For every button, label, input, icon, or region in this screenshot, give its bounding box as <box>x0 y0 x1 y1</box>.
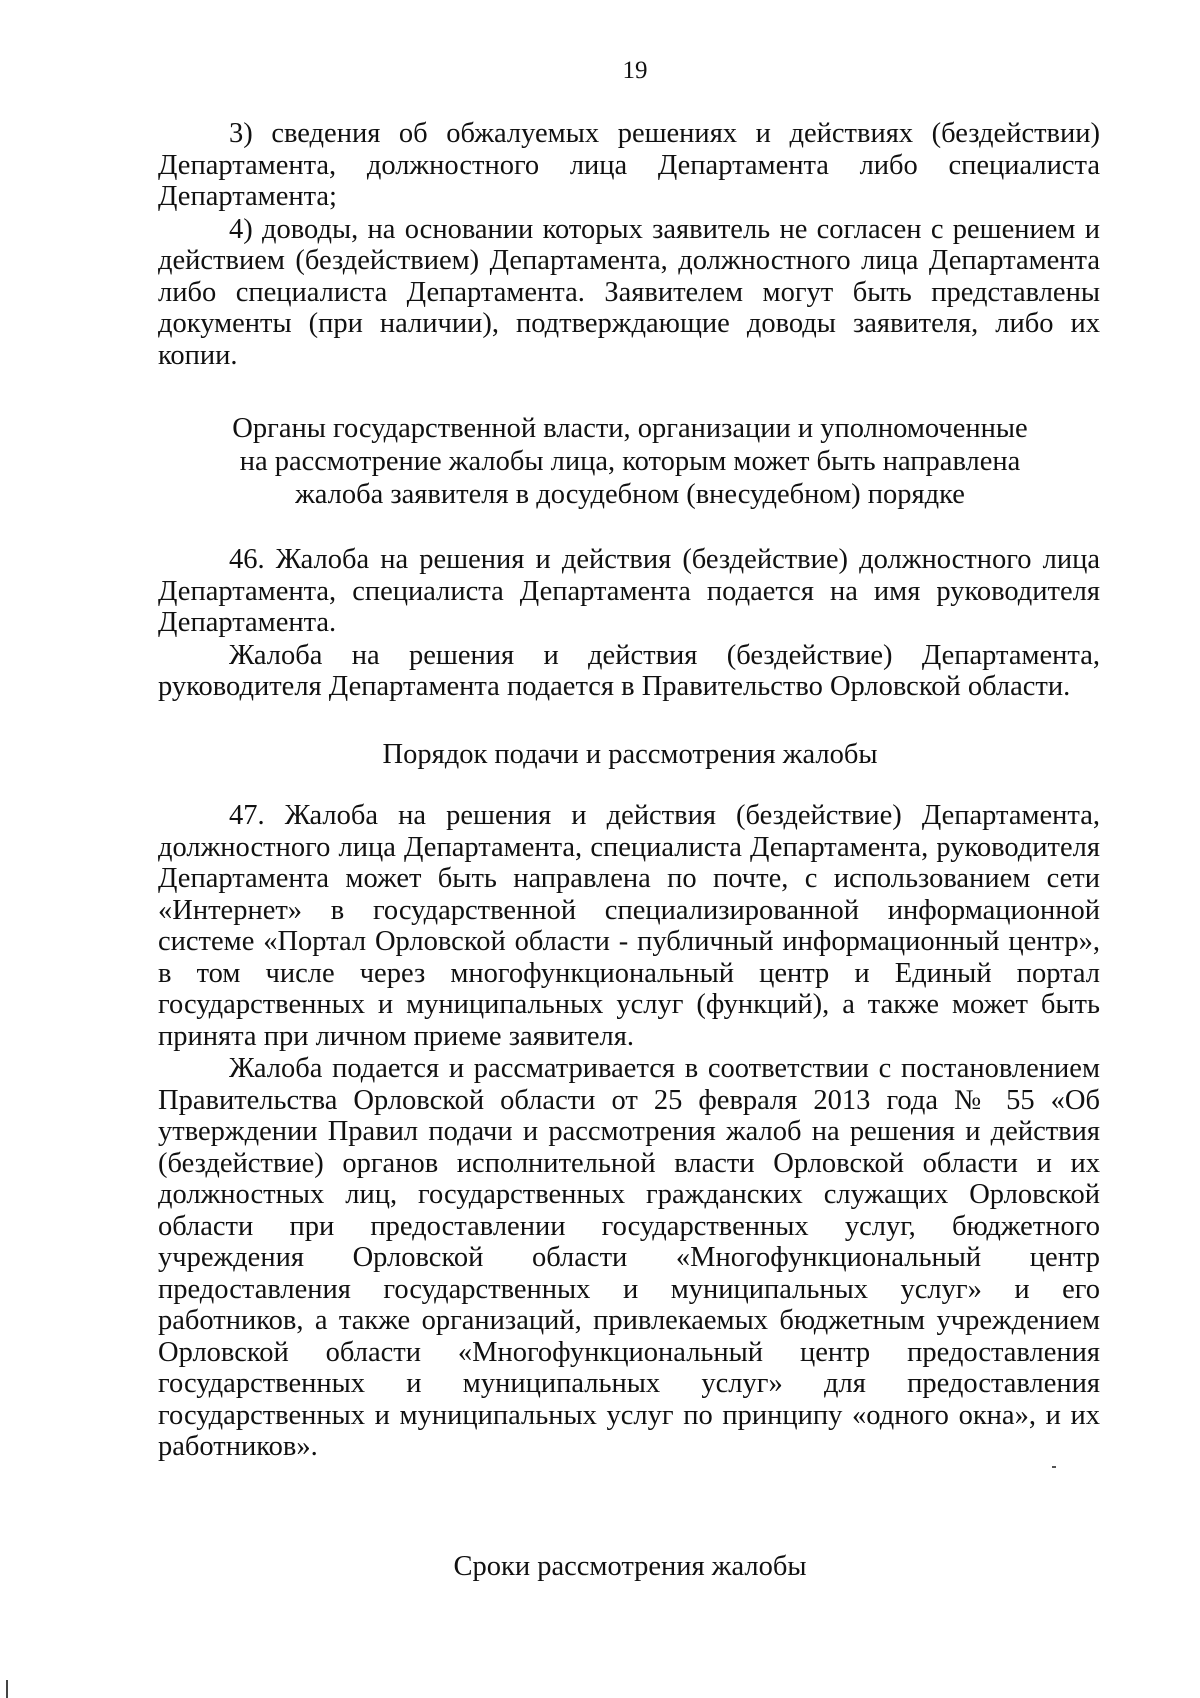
section-heading-line: на рассмотрение жалобы лица, которым может быть направлена <box>239 446 1021 477</box>
paragraph-item-3: 3) сведения об обжалуемых решениях и действиях (бездействии) Департамента, должностного лица Департамента либо специалиста Департамента; <box>158 118 1100 212</box>
page-number: 19 <box>622 57 648 84</box>
paragraph-item-4: 4) доводы, на основании которых заявитель не согласен с решением и действием (бездействием) Департамента, должностного лица Департамента либо специалиста Департамента. Заявителем могут быть представлены документы (при наличии), подтверждающие доводы заявителя, либо их копии. <box>158 213 1100 371</box>
paragraph-group-46 <box>158 544 1100 704</box>
section-heading-terms <box>0 1550 1200 1583</box>
section-heading-line: Порядок подачи и рассмотрения жалобы <box>382 739 878 770</box>
section-heading-organs <box>0 412 1200 511</box>
paragraph-group-47 <box>158 800 1100 1464</box>
paragraph-46: 46. Жалоба на решения и действия (бездействие) должностного лица Департамента, специалиста Департамента подается на имя руководителя Департамента. <box>158 544 1100 638</box>
section-heading-line: Сроки рассмотрения жалобы <box>453 1551 807 1582</box>
section-heading-procedure <box>0 738 1200 771</box>
paragraph-47-continued: Жалоба подается и рассматривается в соответствии с постановлением Правительства Орловской области от 25 февраля 2013 года № 55 «Об утверждении Правил подачи и рассмотрения жалоб на решения и действия (бездействие) органов исполнительной власти Орловской области и их должностных лиц, государственных гражданских служащих Орловской области при предоставлении государственных услуг, бюджетного учреждения Орловской области «Многофункциональный центр предоставления государственных и муниципальных услуг» и его работников, а также организаций, привлекаемых бюджетным учреждением Орловской области «Многофункциональный центр предоставления государственных и муниципальных услуг» для предоставления государственных и муниципальных услуг по принципу «одного окна», и их работников». <box>158 1053 1100 1462</box>
scan-artifact <box>1052 1466 1056 1468</box>
section-heading-line: Органы государственной власти, организации и уполномоченные <box>232 413 1028 444</box>
scan-edge-mark <box>6 1680 8 1698</box>
paragraph-group-complaint-contents <box>158 118 1100 372</box>
paragraph-46-continued: Жалоба на решения и действия (бездействие) Департамента, руководителя Департамента подается в Правительство Орловской области. <box>158 639 1100 702</box>
section-heading-line: жалоба заявителя в досудебном (внесудебном) порядке <box>295 479 965 510</box>
paragraph-47: 47. Жалоба на решения и действия (бездействие) Департамента, должностного лица Департамента, специалиста Департамента, руководителя Департамента может быть направлена по почте, с использованием сети «Интернет» в государственной специализированной информационной системе «Портал Орловской области - публичный информационный центр», в том числе через многофункциональный центр и Единый портал государственных и муниципальных услуг (функций), а также может быть принята при личном приеме заявителя. <box>158 800 1100 1052</box>
